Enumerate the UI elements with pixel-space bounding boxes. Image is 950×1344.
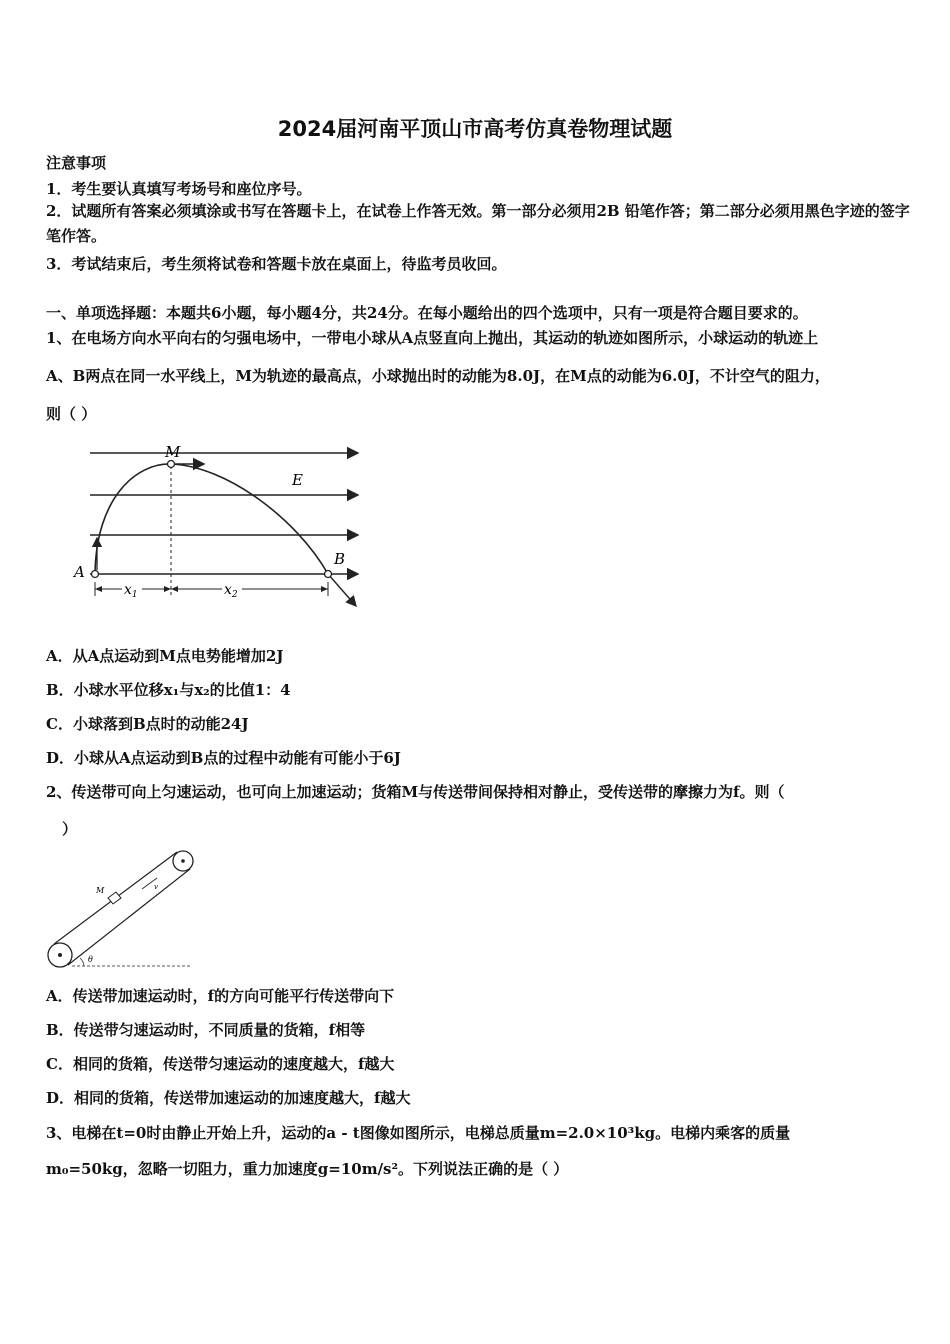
q1-stem-line3: 则（ ）: [46, 405, 97, 423]
q2-stem-line2: ）: [62, 820, 78, 838]
point-a-marker: [92, 571, 99, 578]
q2-option-d[interactable]: D．相同的货箱，传送带加速运动的加速度越大，f越大: [46, 1089, 411, 1107]
q1-option-a[interactable]: A．从A点运动到M点电势能增加2J: [46, 647, 284, 665]
label-x2: $x_2$: [224, 582, 238, 600]
q1-stem-line1: 1、在电场方向水平向右的匀强电场中，一带电小球从A点竖直向上抛出，其运动的轨迹如图所示，小球运动的轨迹上: [46, 329, 819, 347]
q1-figure: [66, 438, 376, 617]
notice-item-1: 1．考生要认真填写考场号和座位序号。: [46, 180, 312, 198]
label-a: A: [74, 563, 85, 581]
label-b: B: [334, 550, 346, 568]
q2-figure: [42, 845, 202, 974]
label-e: E: [292, 471, 303, 489]
q2-stem-line1: 2、传送带可向上匀速运动，也可向上加速运动；货箱M与传送带间保持相对静止，受传送带的摩擦力为f。则（: [46, 783, 785, 801]
q1-option-d[interactable]: D．小球从A点运动到B点的过程中动能有可能小于6J: [46, 749, 401, 767]
q1-option-c[interactable]: C．小球落到B点时的动能24J: [46, 715, 249, 733]
q2-option-c[interactable]: C．相同的货箱，传送带匀速运动的速度越大，f越大: [46, 1055, 395, 1073]
q1-stem-line2: A、B两点在同一水平线上，M为轨迹的最高点，小球抛出时的动能为8.0J，在M点的动能为6.0J，不计空气的阻力，: [46, 367, 830, 385]
q3-stem-line2: m₀=50kg，忽略一切阻力，重力加速度g=10m/s²。下列说法正确的是（ ）: [46, 1160, 569, 1178]
q2-option-b[interactable]: B．传送带匀速运动时，不同质量的货箱，f相等: [46, 1021, 366, 1039]
q3-stem-line1: 3、电梯在t=0时由静止开始上升，运动的a - t图像如图所示，电梯总质量m=2.0×10³kg。电梯内乘客的质量: [46, 1124, 791, 1142]
section-heading: 一、单项选择题：本题共6小题，每小题4分，共24分。在每小题给出的四个选项中，只有一项是符合题目要求的。: [46, 304, 808, 322]
page-title: 2024届河南平顶山市高考仿真卷物理试题: [277, 117, 673, 141]
point-b-marker: [325, 571, 332, 578]
notice-heading: 注意事项: [46, 154, 107, 172]
label-theta: θ: [88, 955, 93, 964]
belt-bottom: [68, 869, 190, 965]
trajectory-extension: [328, 574, 356, 606]
label-box-m: M: [96, 886, 105, 895]
notice-item-2: 2．试题所有答案必须填涂或书写在答题卡上，在试卷上作答无效。第一部分必须用2B 铅笔作答；第二部分必须用黑色字迹的签字笔作答。: [46, 202, 910, 245]
label-v: v: [154, 883, 158, 891]
point-m-marker: [168, 461, 175, 468]
notice-item-3: 3．考试结束后，考生须将试卷和答题卡放在桌面上，待监考员收回。: [46, 255, 507, 273]
q1-option-b[interactable]: B．小球水平位移x₁与x₂的比值1：4: [46, 681, 291, 699]
label-x1: $x_1$: [124, 582, 138, 600]
label-m: M: [165, 443, 181, 461]
q2-option-a[interactable]: A．传送带加速运动时，f的方向可能平行传送带向下: [46, 987, 395, 1005]
